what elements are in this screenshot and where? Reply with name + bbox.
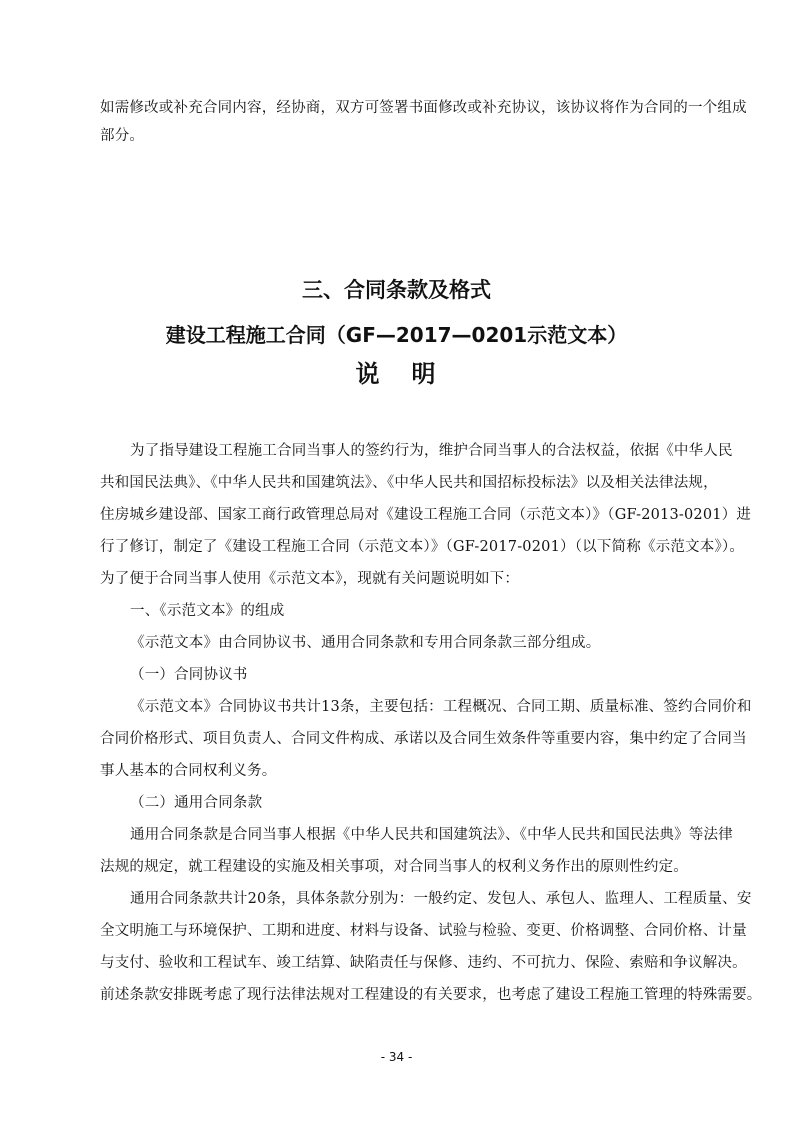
- sub2-p2-line-3: 与支付、验收和工程试车、竣工结算、缺陷责任与保修、违约、不可抗力、保险、索赔和争议解决。: [100, 955, 747, 971]
- sub1-line-3: 事人基本的合同权利义务。: [100, 763, 277, 779]
- intro-line-4: 行了修订，制定了《建设工程施工合同（示范文本）》（GF-2017-0201）（以下简称《示范文本》）。: [100, 539, 745, 555]
- carryover-line-2: 部分。: [100, 128, 145, 144]
- carryover-line-1: 如需修改或补充合同内容，经协商，双方可签署书面修改或补充协议，该协议将作为合同的一个组成: [100, 100, 747, 116]
- explanation-title-char-1: 说: [355, 359, 382, 388]
- item1-text: 《示范文本》由合同协议书、通用合同条款和专用合同条款三部分组成。: [130, 635, 601, 651]
- item1-heading: 一、《示范文本》的组成: [130, 603, 285, 619]
- explanation-title-char-2: 明: [411, 359, 438, 388]
- intro-line-2: 共和国民法典》、《中华人民共和国建筑法》、《中华人民共和国招标投标法》以及相关法律法规，: [100, 475, 718, 491]
- explanation-title: [0, 358, 793, 390]
- sub2-p2-line-1: 通用合同条款共计20条，具体条款分别为：一般约定、发包人、承包人、监理人、工程质量、安: [130, 891, 752, 907]
- document-title: 建设工程施工合同（GF—2017—0201示范文本）: [165, 323, 628, 347]
- sub2-p1-line-1: 通用合同条款是合同当事人根据《中华人民共和国建筑法》、《中华人民共和国民法典》等法律: [130, 827, 733, 843]
- intro-line-3: 住房城乡建设部、国家工商行政管理总局对《建设工程施工合同（示范文本）》（GF-2013-0201）进: [100, 507, 752, 523]
- sub2-p1-line-2: 法规的规定，就工程建设的实施及相关事项，对合同当事人的权利义务作出的原则性约定。: [100, 859, 688, 875]
- sub1-heading: （一）合同协议书: [130, 667, 248, 683]
- page-number: - 34 -: [380, 1050, 413, 1064]
- sub1-line-2: 合同价格形式、项目负责人、合同文件构成、承诺以及合同生效条件等重要内容，集中约定了合同当: [100, 731, 747, 747]
- sub2-p2-line-2: 全文明施工与环境保护、工期和进度、材料与设备、试验与检验、变更、价格调整、合同价格、计量: [100, 923, 747, 939]
- section-title: 三、合同条款及格式: [302, 278, 491, 302]
- sub2-p2-line-4: 前述条款安排既考虑了现行法律法规对工程建设的有关要求，也考虑了建设工程施工管理的特殊需要。: [100, 987, 762, 1003]
- intro-line-1: 为了指导建设工程施工合同当事人的签约行为，维护合同当事人的合法权益，依据《中华人民: [130, 443, 733, 459]
- sub2-heading: （二）通用合同条款: [130, 795, 263, 811]
- intro-line-5: 为了便于合同当事人使用《示范文本》，现就有关问题说明如下：: [100, 571, 520, 587]
- sub1-line-1: 《示范文本》合同协议书共计13条，主要包括：工程概况、合同工期、质量标准、签约合同价和: [130, 699, 752, 715]
